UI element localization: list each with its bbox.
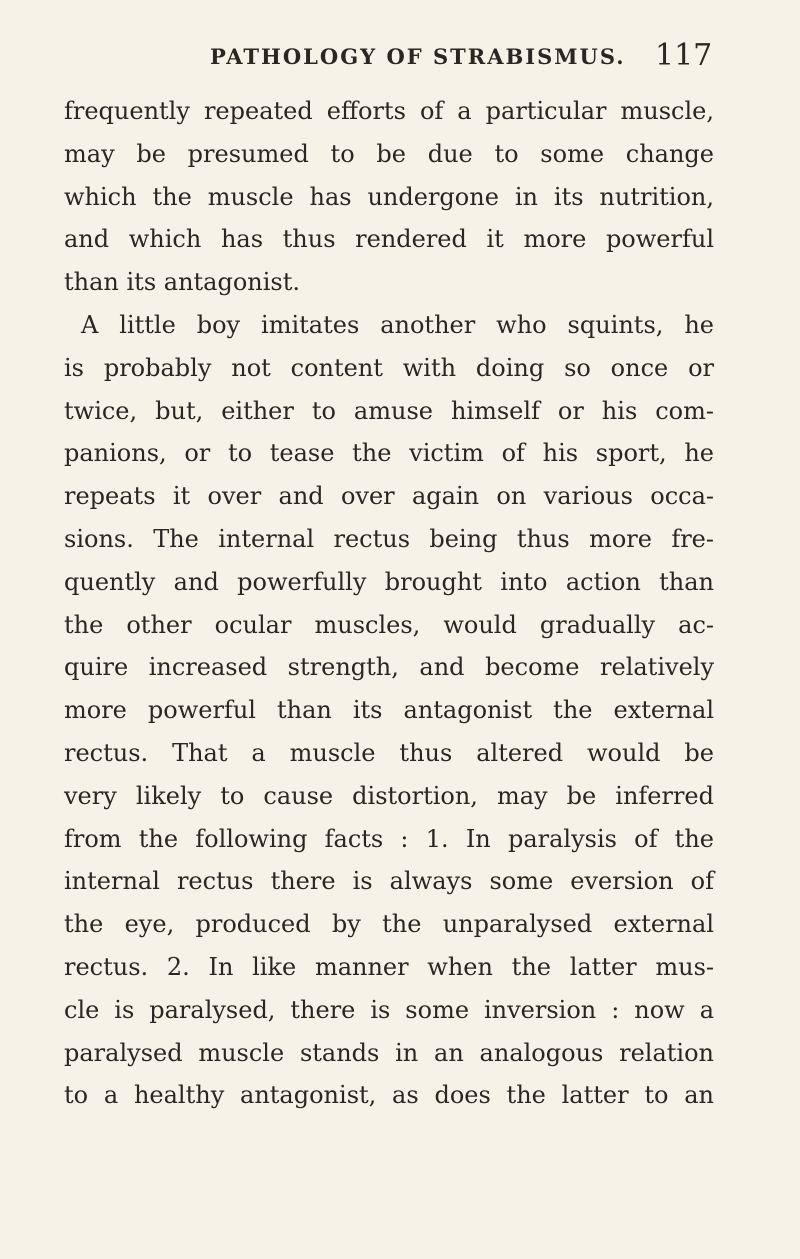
text-line: twice, but, either to amuse himself or his com- <box>64 396 714 425</box>
text-line: the other ocular muscles, would gradually ac- <box>64 610 714 639</box>
text-line: very likely to cause distortion, may be inferred <box>64 781 714 810</box>
text-line: panions, or to tease the victim of his sport, he <box>64 439 714 468</box>
text-line: internal rectus there is always some eversion of <box>64 867 714 896</box>
text-line: repeats it over and over again on various occa- <box>64 482 714 511</box>
text-line: the eye, produced by the unparalysed external <box>64 910 714 939</box>
text-line: to a healthy antagonist, as does the latter to an <box>64 1081 714 1110</box>
text-line: A little boy imitates another who squints, he <box>81 310 714 339</box>
text-line: may be presumed to be due to some change <box>64 139 714 168</box>
text-line: cle is paralysed, there is some inversion : now a <box>64 995 714 1024</box>
text-line: rectus. That a muscle thus altered would be <box>64 738 714 767</box>
text-line: which the muscle has undergone in its nutrition, <box>64 182 714 211</box>
text-line: than its antagonist. <box>64 268 301 297</box>
text-line: and which has thus rendered it more powerful <box>64 225 714 254</box>
text-line: quire increased strength, and become relatively <box>64 653 714 682</box>
text-line: from the following facts : 1. In paralysis of the <box>64 824 714 853</box>
text-line: rectus. 2. In like manner when the latter mus- <box>64 952 714 981</box>
running-head: PATHOLOGY OF STRABISMUS. <box>210 44 626 69</box>
page-number: 117 <box>655 38 713 73</box>
text-line: is probably not content with doing so once or <box>64 353 714 382</box>
text-line: quently and powerfully brought into action than <box>64 567 714 596</box>
text-line: more powerful than its antagonist the external <box>64 696 714 725</box>
text-line: paralysed muscle stands in an analogous relation <box>64 1038 714 1067</box>
text-line: sions. The internal rectus being thus more fre- <box>64 524 714 553</box>
text-line: frequently repeated efforts of a particular muscle, <box>64 97 714 125</box>
body-text <box>64 90 714 1117</box>
